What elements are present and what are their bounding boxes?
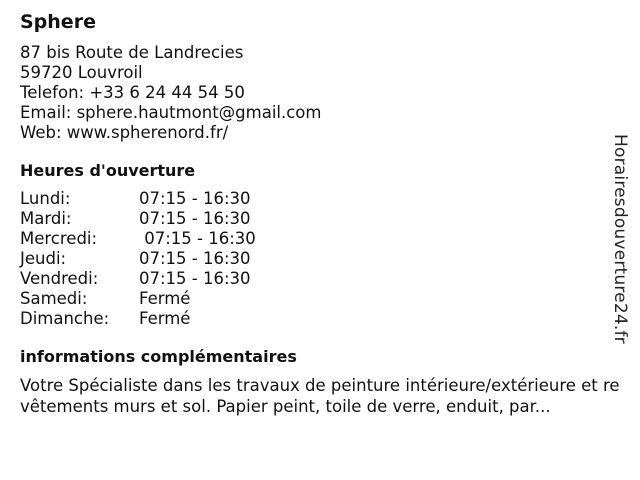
hours-time: 07:15 - 16:30 <box>139 269 251 288</box>
business-name: Sphere <box>20 11 96 33</box>
hours-title: Heures d'ouverture <box>20 161 196 180</box>
hours-time: 07:15 - 16:30 <box>139 209 251 228</box>
hours-row <box>20 209 256 229</box>
hours-day: Lundi: <box>20 189 71 208</box>
business-card <box>20 10 620 417</box>
hours-table <box>20 189 256 329</box>
hours-row <box>20 249 256 269</box>
info-title: informations complémentaires <box>20 347 297 366</box>
address-line-1: 87 bis Route de Landrecies <box>20 43 244 62</box>
hours-time: 07:15 - 16:30 <box>139 189 251 208</box>
hours-day: Mardi: <box>20 209 72 228</box>
hours-day: Vendredi: <box>20 269 99 288</box>
hours-time: 07:15 - 16:30 <box>139 229 256 248</box>
email-line: Email: sphere.hautmont@gmail.com <box>20 103 322 122</box>
hours-day: Mercredi: <box>20 229 98 248</box>
hours-row <box>20 309 256 329</box>
address-line-2: 59720 Louvroil <box>20 63 143 82</box>
phone-line: Telefon: +33 6 24 44 54 50 <box>20 83 245 102</box>
hours-row <box>20 189 256 209</box>
web-line: Web: www.spherenord.fr/ <box>20 123 229 142</box>
hours-day: Samedi: <box>20 289 88 308</box>
info-text: Votre Spécialiste dans les travaux de peinture intérieure/extérieure et revêtements murs et sol. Papier peint, toile de verre, enduit, par... <box>20 376 620 416</box>
site-watermark: Horairesdouverture24.fr <box>610 134 630 344</box>
hours-time: Fermé <box>139 309 191 328</box>
hours-time: Fermé <box>139 289 191 308</box>
contact-block <box>20 43 620 143</box>
hours-row <box>20 289 256 309</box>
hours-time: 07:15 - 16:30 <box>139 249 251 268</box>
hours-row <box>20 269 256 289</box>
hours-day: Dimanche: <box>20 309 110 328</box>
hours-day: Jeudi: <box>20 249 67 268</box>
hours-row <box>20 229 256 249</box>
